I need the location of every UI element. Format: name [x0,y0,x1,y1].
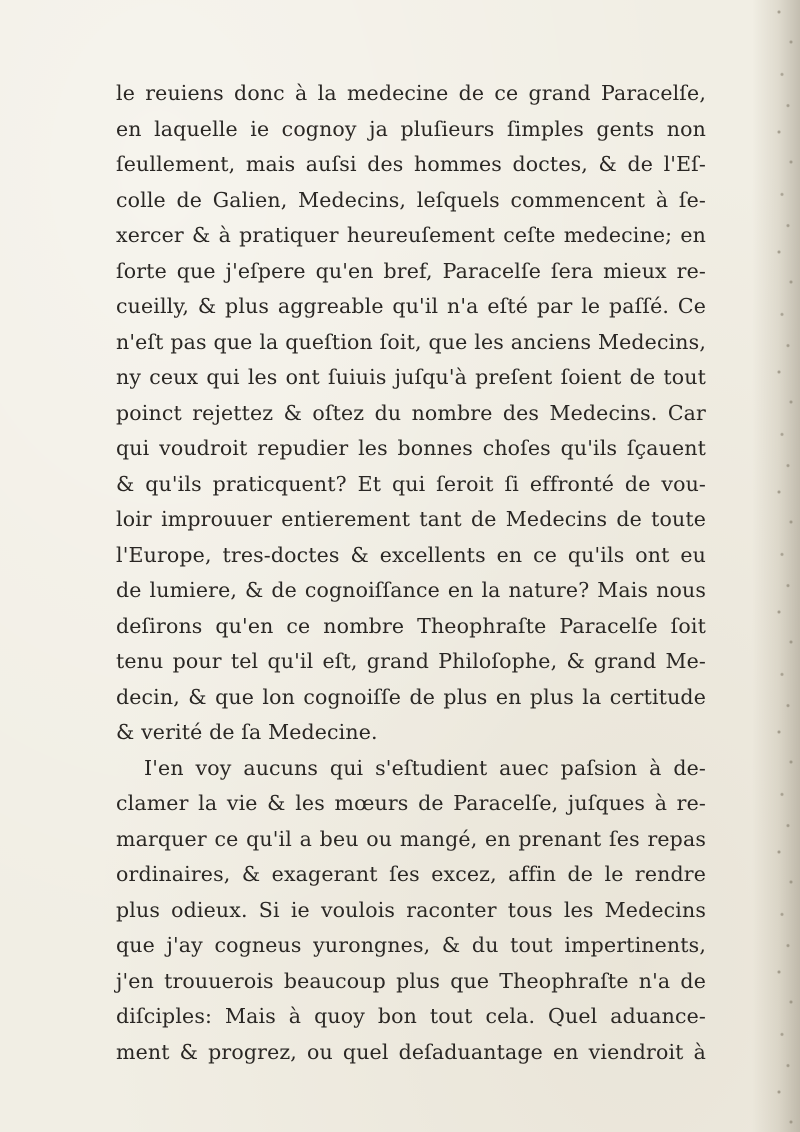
text-line: en laquelle ie cognoy ja pluſieurs ſimples gents non [116,116,706,141]
text-line: de lumiere, & de cognoiſſance en la nature? Mais nous [116,578,706,602]
text-line: ny ceux qui les ont ſuiuis juſqu'à preſent ſoient de tout [116,365,706,389]
text-line: decin, & que lon cognoiſſe de plus en plus la certitude [116,684,706,709]
text-line: diſciples: Mais à quoy bon tout cela. Quel aduance- [116,1004,706,1028]
text-line: j'en trouuerois beaucoup plus que Theophraſte n'a de [116,968,706,993]
text-line: ſorte que j'eſpere qu'en bref, Paracelſe ſera mieux re- [116,258,706,283]
text-line: tenu pour tel qu'il eſt, grand Philoſophe, & grand Me- [116,649,706,673]
text-line: colle de Galien, Medecins, leſquels commencent à ſe- [116,187,706,212]
text-line: cueilly, & plus aggreable qu'il n'a eſté par le paſſé. Ce [116,294,706,318]
text-line: n'eſt pas que la queſtion ſoit, que les anciens Medecins, [116,329,706,354]
text-line: I'en voy aucuns qui s'eſtudient auec paſsion à de- [144,755,706,780]
text-line: ment & progrez, ou quel deſaduantage en viendroit à [116,1039,706,1064]
text-line: & verité de ſa Medecine. [116,720,378,744]
text-line: plus odieux. Si ie voulois raconter tous les Medecins [116,897,706,922]
text-line: deſirons qu'en ce nombre Theophraſte Paracelſe ſoit [116,613,706,638]
text-line: le reuiens donc à la medecine de ce grand Paracelſe, [116,81,706,105]
text-line: & qu'ils praticquent? Et qui ſeroit ſi effronté de vou- [116,471,706,496]
text-line: loir improuuer entierement tant de Medecins de toute [116,507,706,531]
text-line: ſeullement, mais auſsi des hommes doctes, & de l'Eſ- [116,152,706,176]
text-line: l'Europe, tres-doctes & excellents en ce qu'ils ont eu [116,542,706,567]
text-line: que j'ay cogneus yurongnes, & du tout impertinents, [116,933,706,957]
body-text [116,76,706,1070]
text-line: poinct rejettez & oſtez du nombre des Medecins. Car [116,400,706,425]
text-line: qui voudroit repudier les bonnes choſes qu'ils ſçauent [116,436,706,460]
text-line: marquer ce qu'il a beu ou mangé, en prenant ſes repas [116,826,706,851]
text-line: xercer & à pratiquer heureuſement ceſte medecine; en [116,223,706,247]
text-line: clamer la vie & les mœurs de Paracelſe, juſques à re- [116,791,706,815]
text-line: ordinaires, & exagerant ſes excez, affin de le rendre [116,862,706,886]
page-edge-speckle [770,0,800,1132]
